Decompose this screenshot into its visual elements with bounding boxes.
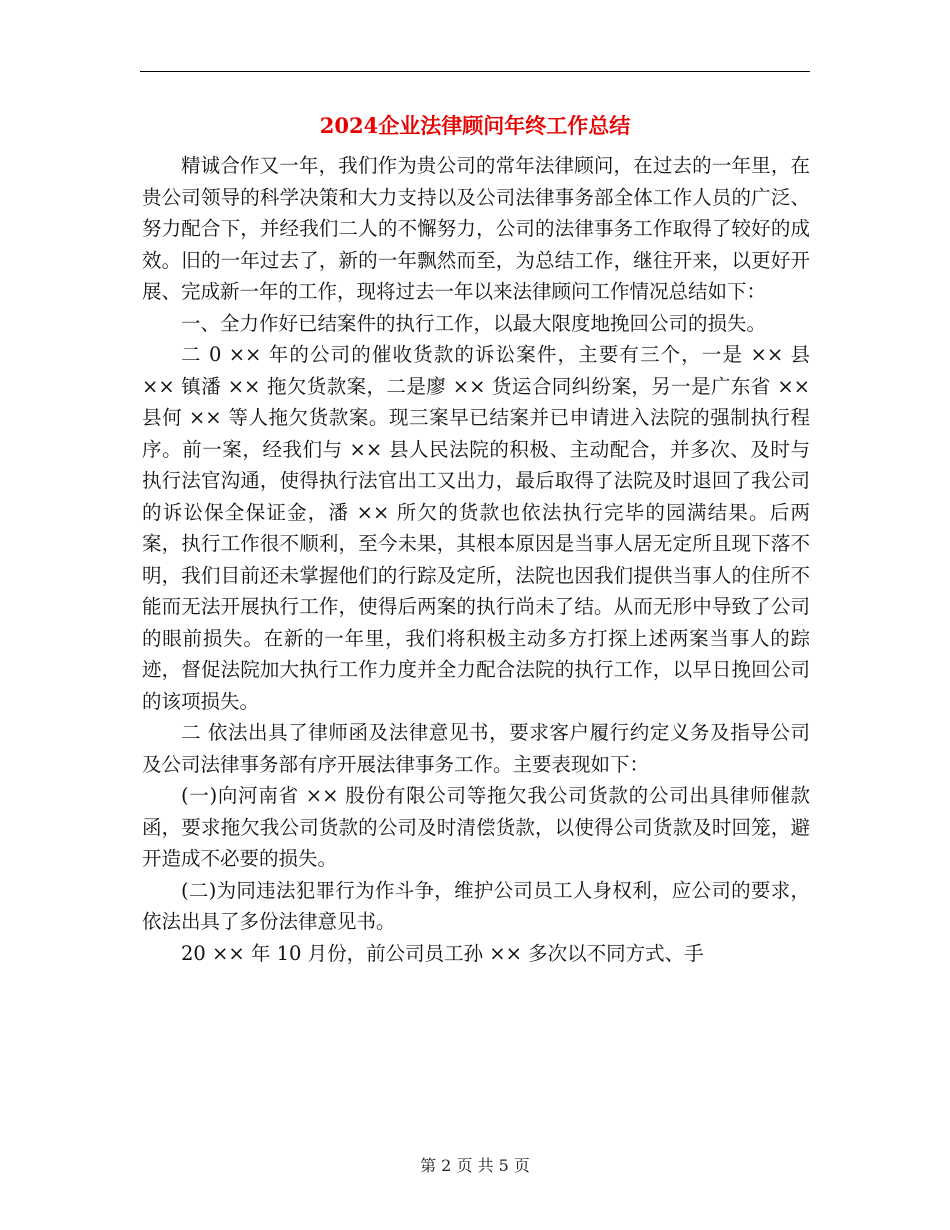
paragraph-item-1: (一)向河南省 ×× 股份有限公司等拖欠我公司货款的公司出具律师催款函，要求拖欠我公司货款的公司及时清偿货款，以使得公司货款及时回笼，避开造成不必要的损失。	[142, 784, 810, 870]
paragraph-section-1-heading: 一、全力作好已结案件的执行工作，以最大限度地挽回公司的损失。	[181, 311, 767, 335]
header-rule	[140, 71, 810, 72]
paragraph-continuation: 20 ×× 年 10 月份，前公司员工孙 ×× 多次以不同方式、手	[181, 941, 704, 965]
paragraph-section-1-body: 二 0 ×× 年的公司的催收货款的诉讼案件，主要有三个，一是 ×× 县 ×× 镇潘 ×× 拖欠货款案，二是廖 ×× 货运合同纠纷案，另一是广东省 ×× 县何 ×× 等人拖欠货款案。现三案早已结案并已申请进入法院的强制执行程序。前一案，经我们与 ×× 县人民法院的积极、主动配合，并多次、及时与执行法官沟通，使得执行法官出工又出力，最后取得了法院及时退回了我公司的诉讼保全保证金，潘 ×× 所欠的货款也依法执行完毕的园满结果。后两案，执行工作很不顺利，至今未果，其根本原因是当事人居无定所且现下落不明，我们目前还未掌握他们的行踪及定所，法院也因我们提供当事人的住所不能而无法开展执行工作，使得后两案的执行尚未了结。从而无形中导致了公司的眼前损失。在新的一年里，我们将积极主动多方打探上述两案当事人的踪迹，督促法院加大执行工作力度并全力配合法院的执行工作，以早日挽回公司的该项损失。	[142, 343, 810, 713]
paragraph-intro: 精诚合作又一年，我们作为贵公司的常年法律顾问，在过去的一年里，在贵公司领导的科学决策和大力支持以及公司法律事务部全体工作人员的广泛、努力配合下，并经我们二人的不懈努力，公司的法律事务工作取得了较好的成效。旧的一年过去了，新的一年飘然而至，为总结工作，继往开来，以更好开展、完成新一年的工作，现将过去一年以来法律顾问工作情况总结如下：	[142, 154, 810, 303]
paragraph-item-2: (二)为同违法犯罪行为作斗争，维护公司员工人身权利，应公司的要求，依法出具了多份法律意见书。	[142, 878, 810, 933]
page-number: 第 2 页 共 5 页	[420, 1156, 530, 1175]
document-title: 2024企业法律顾问年终工作总结	[319, 113, 631, 138]
document-body	[142, 150, 810, 969]
paragraph-section-2-heading: 二 依法出具了律师函及法律意见书，要求客户履行约定义务及指导公司及公司法律事务部有序开展法律事务工作。主要表现如下：	[142, 721, 810, 776]
